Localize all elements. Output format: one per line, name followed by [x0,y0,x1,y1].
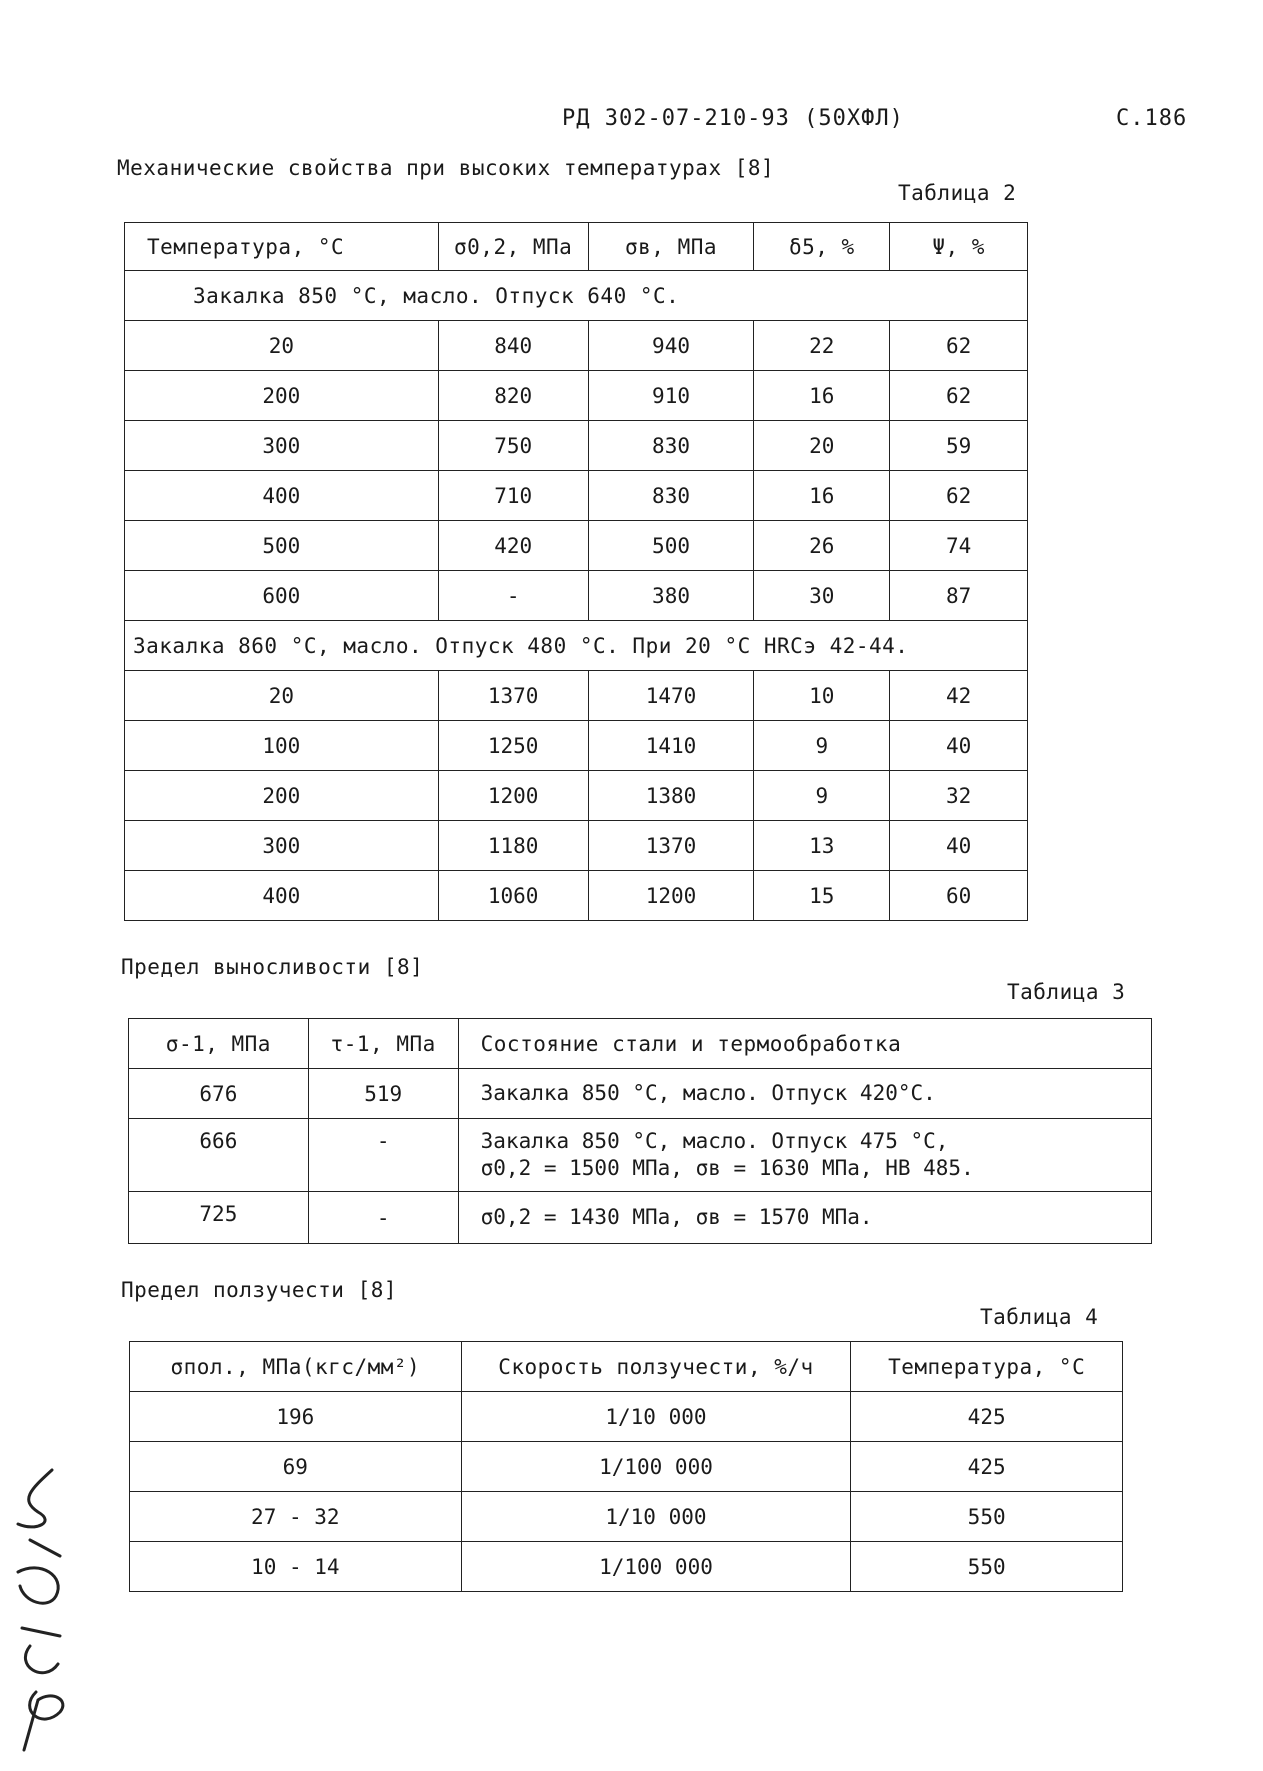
cell: 30 [754,571,890,621]
state-line: σ0,2 = 1500 МПа, σв = 1630 МПа, НВ 485. [480,1156,974,1180]
cell: 1/100 000 [461,1442,851,1492]
cell: 1410 [588,721,754,771]
col-creep-rate: Скорость ползучести, %/ч [461,1342,851,1392]
col-tensile-strength: σв, МПа [588,223,754,271]
cell: 9 [754,721,890,771]
table2-number: Таблица 2 [898,181,1017,205]
table-row [130,1392,1123,1442]
cell: 1370 [438,671,588,721]
group-header-row [125,271,1028,321]
col-endurance-limit-tau: τ-1, МПа [308,1019,458,1069]
cell: 910 [588,371,754,421]
col-temperature: Температура, °С [125,223,439,271]
cell: 59 [890,421,1028,471]
cell: 15 [754,871,890,921]
cell: 20 [125,671,439,721]
handwritten-margin-note [0,1460,80,1760]
table-row [125,721,1028,771]
col-creep-stress: σпол., МПа(кгс/мм²) [130,1342,462,1392]
table-row [125,421,1028,471]
cell: 425 [851,1442,1123,1492]
cell: 1200 [588,871,754,921]
cell: 666 [129,1119,309,1192]
cell: 300 [125,421,439,471]
table4-caption: Предел ползучести [8] [121,1278,398,1302]
table-row [125,671,1028,721]
cell: 62 [890,371,1028,421]
cell: 830 [588,471,754,521]
cell: 1/10 000 [461,1392,851,1442]
cell: 22 [754,321,890,371]
cell: 60 [890,871,1028,921]
cell: 1250 [438,721,588,771]
table3 [128,1018,1152,1244]
table4-number: Таблица 4 [980,1305,1099,1329]
cell: 725 [129,1192,309,1244]
cell: 13 [754,821,890,871]
table2-header-row [125,223,1028,271]
table-row [125,471,1028,521]
table-row [130,1542,1123,1592]
cell: 420 [438,521,588,571]
cell: 500 [125,521,439,571]
cell: 10 [754,671,890,721]
table-row [125,771,1028,821]
cell: - [308,1192,458,1244]
document-code: РД 302-07-210-93 (50ХФЛ) [562,106,904,131]
group-title: Закалка 850 °С, масло. Отпуск 640 °С. [125,271,1028,321]
cell: 1380 [588,771,754,821]
table3-number: Таблица 3 [1007,980,1126,1004]
table2-caption: Механические свойства при высоких температурах [8] [117,156,775,180]
col-temperature: Температура, °С [851,1342,1123,1392]
table-row [129,1069,1152,1119]
table-row [130,1492,1123,1542]
cell: 820 [438,371,588,421]
cell: 27 - 32 [130,1492,462,1542]
table3-caption: Предел выносливости [8] [121,955,424,979]
table-row [130,1442,1123,1492]
cell: 1/10 000 [461,1492,851,1542]
cell: 32 [890,771,1028,821]
cell: 400 [125,471,439,521]
cell: 1180 [438,821,588,871]
cell: 380 [588,571,754,621]
cell: 196 [130,1392,462,1442]
cell: - [308,1119,458,1192]
cell: 20 [754,421,890,471]
table4 [129,1341,1123,1592]
cell: - [438,571,588,621]
cell: 676 [129,1069,309,1119]
table-row [125,821,1028,871]
cell: 710 [438,471,588,521]
group-header-row [125,621,1028,671]
table4-header-row [130,1342,1123,1392]
cell: 600 [125,571,439,621]
cell: 16 [754,471,890,521]
cell: 62 [890,471,1028,521]
cell [458,1119,1151,1192]
cell: 400 [125,871,439,921]
col-state-and-treatment: Состояние стали и термообработка [458,1019,1151,1069]
cell: 300 [125,821,439,871]
cell: 830 [588,421,754,471]
cell: 1370 [588,821,754,871]
cell: 1470 [588,671,754,721]
cell: 500 [588,521,754,571]
cell: 750 [438,421,588,471]
cell: 200 [125,371,439,421]
table-row [125,321,1028,371]
table-row [129,1192,1152,1244]
cell: 1/100 000 [461,1542,851,1592]
cell: 20 [125,321,439,371]
state-line: Закалка 850 °С, масло. Отпуск 475 °С, [480,1129,949,1153]
cell: 74 [890,521,1028,571]
group-title: Закалка 860 °С, масло. Отпуск 480 °С. При 20 °С HRCэ 42-44. [125,621,1028,671]
table-row [125,521,1028,571]
cell: 42 [890,671,1028,721]
table-row [125,571,1028,621]
col-elongation: δ5, % [754,223,890,271]
cell: 16 [754,371,890,421]
table-row [125,371,1028,421]
cell: Закалка 850 °С, масло. Отпуск 420°С. [458,1069,1151,1119]
table3-header-row [129,1019,1152,1069]
table-row [129,1119,1152,1192]
cell: 62 [890,321,1028,371]
cell: 10 - 14 [130,1542,462,1592]
page-number: С.186 [1116,106,1188,131]
cell: 519 [308,1069,458,1119]
cell: 40 [890,721,1028,771]
cell: 550 [851,1542,1123,1592]
cell: 1200 [438,771,588,821]
cell: 940 [588,321,754,371]
cell: 840 [438,321,588,371]
cell: 9 [754,771,890,821]
col-yield-strength: σ0,2, МПа [438,223,588,271]
col-reduction-of-area: Ψ, % [890,223,1028,271]
cell: σ0,2 = 1430 МПа, σв = 1570 МПа. [458,1192,1151,1244]
cell: 87 [890,571,1028,621]
cell: 69 [130,1442,462,1492]
cell: 40 [890,821,1028,871]
cell: 425 [851,1392,1123,1442]
cell: 550 [851,1492,1123,1542]
cell: 200 [125,771,439,821]
col-endurance-limit-sigma: σ-1, МПа [129,1019,309,1069]
cell: 100 [125,721,439,771]
cell: 1060 [438,871,588,921]
cell: 26 [754,521,890,571]
table-row [125,871,1028,921]
table2 [124,222,1028,921]
